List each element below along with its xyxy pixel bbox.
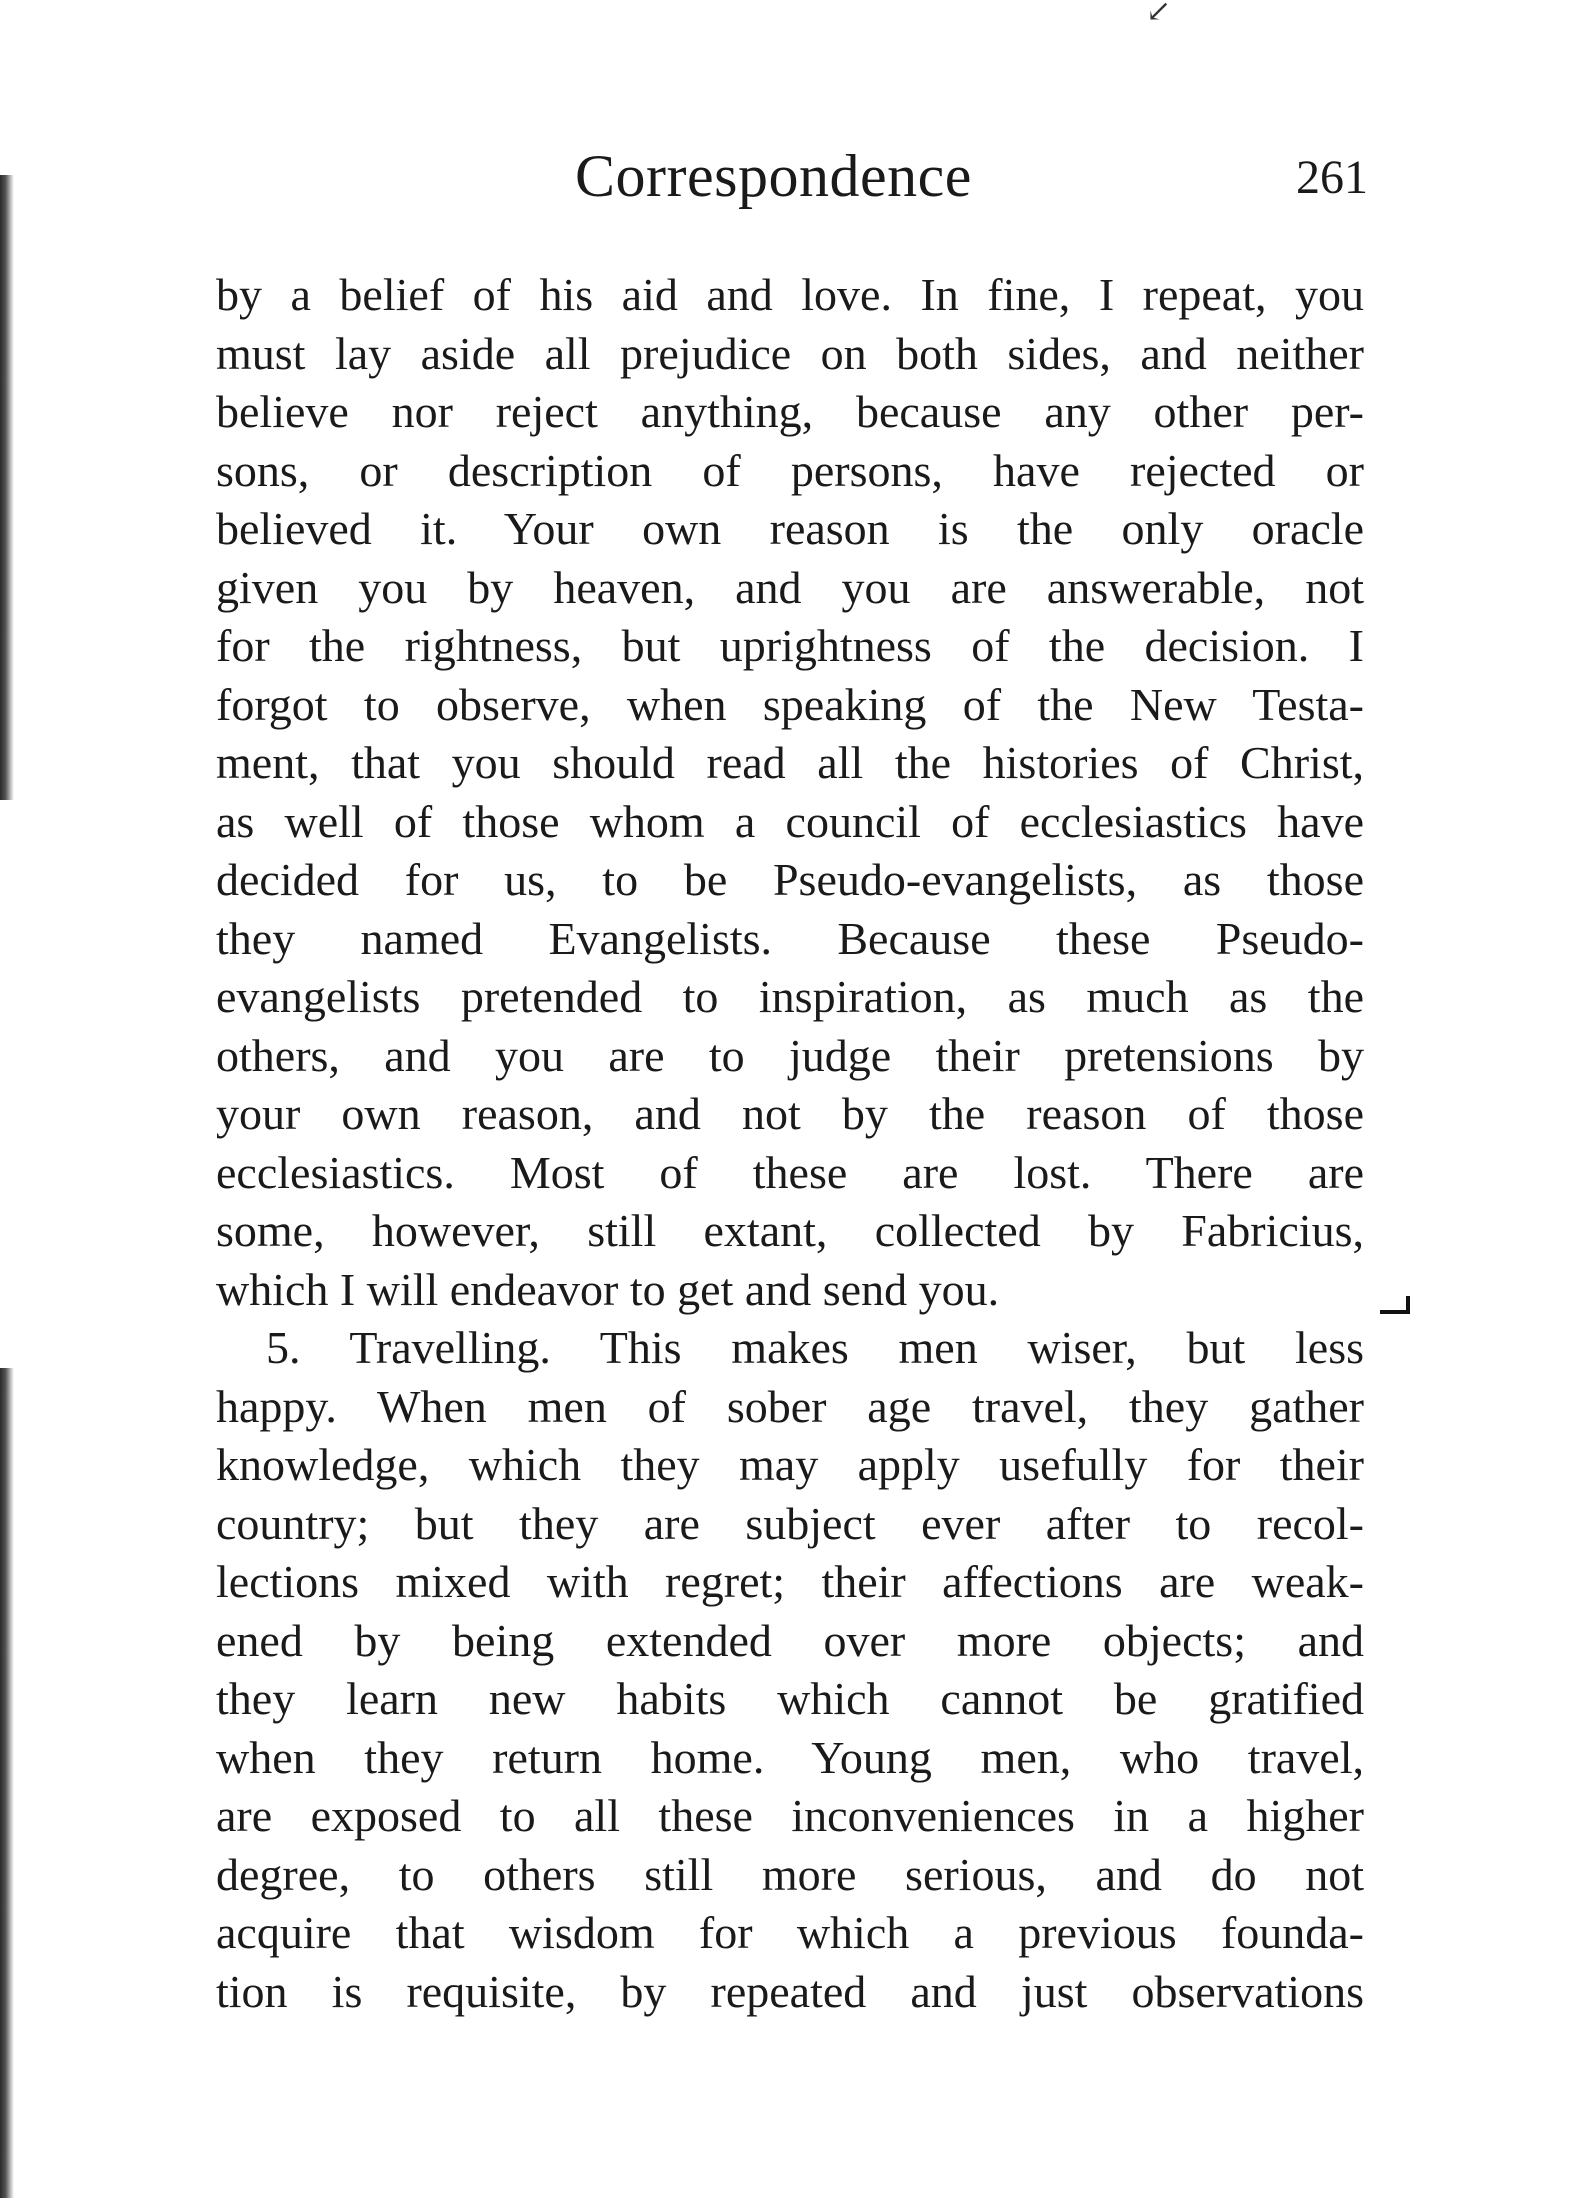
text-line: ecclesiastics. Most of these are lost. There are [216,1146,1364,1198]
text-line: 5. Travelling. This makes men wiser, but less [266,1322,1364,1373]
text-line: others, and you are to judge their pretensions by [216,1029,1364,1081]
text-line: as well of those whom a council of ecclesiastics have [216,795,1364,847]
text-line: happy. When men of sober age travel, they gather [216,1380,1364,1432]
text-line: forgot to observe, when speaking of the New Testa- [216,678,1364,730]
text-line: ened by being extended over more objects; and [216,1614,1364,1666]
text-line: knowledge, which they may apply usefully for their [216,1439,1364,1490]
text-line: for the rightness, but uprightness of the decision. I [216,620,1364,671]
text-line: degree, to others still more serious, and do not [216,1848,1364,1900]
text-line: ment, that you should read all the histories of Christ, [216,737,1364,788]
text-line: by a belief of his aid and love. In fine, I repeat, you [216,269,1364,320]
paragraph [216,266,1364,1319]
text-line: lections mixed with regret; their affections are weak- [216,1556,1364,1607]
page-number: 261 [1296,151,1368,204]
running-header-title: Correspondence [575,143,972,209]
text-line: acquire that wisdom for which a previous founda- [216,1907,1364,1958]
text-line: must lay aside all prejudice on both sides, and neither [216,327,1364,379]
binding-edge-shadow [0,1368,14,2198]
text-line: are exposed to all these inconveniences in a higher [216,1790,1364,1841]
text-line: given you by heaven, and you are answerable, not [216,561,1364,613]
section-corner-mark [1380,1296,1410,1314]
text-line: they learn new habits which cannot be gratified [216,1673,1364,1724]
text-line: your own reason, and not by the reason of those [216,1088,1364,1139]
paragraph [216,1319,1364,2021]
text-line: when they return home. Young men, who travel, [216,1731,1364,1783]
text-line: believed it. Your own reason is the only oracle [216,503,1364,554]
pencil-mark: ↙ [1146,0,1172,28]
body-text [216,266,1364,2021]
text-line: they named Evangelists. Because these Pseudo- [216,912,1364,964]
text-line: some, however, still extant, collected by Fabricius, [216,1205,1364,1256]
text-line: tion is requisite, by repeated and just observations [216,1965,1364,2017]
text-line: believe nor reject anything, because any other per- [216,386,1364,437]
binding-edge-shadow [0,175,14,800]
text-line: which I will endeavor to get and send you. [216,1263,1000,1315]
text-line: decided for us, to be Pseudo-evangelists, as those [216,854,1364,905]
text-line: evangelists pretended to inspiration, as much as the [216,971,1364,1022]
text-line: sons, or description of persons, have rejected or [216,444,1364,496]
text-line: country; but they are subject ever after to recol- [216,1497,1364,1549]
